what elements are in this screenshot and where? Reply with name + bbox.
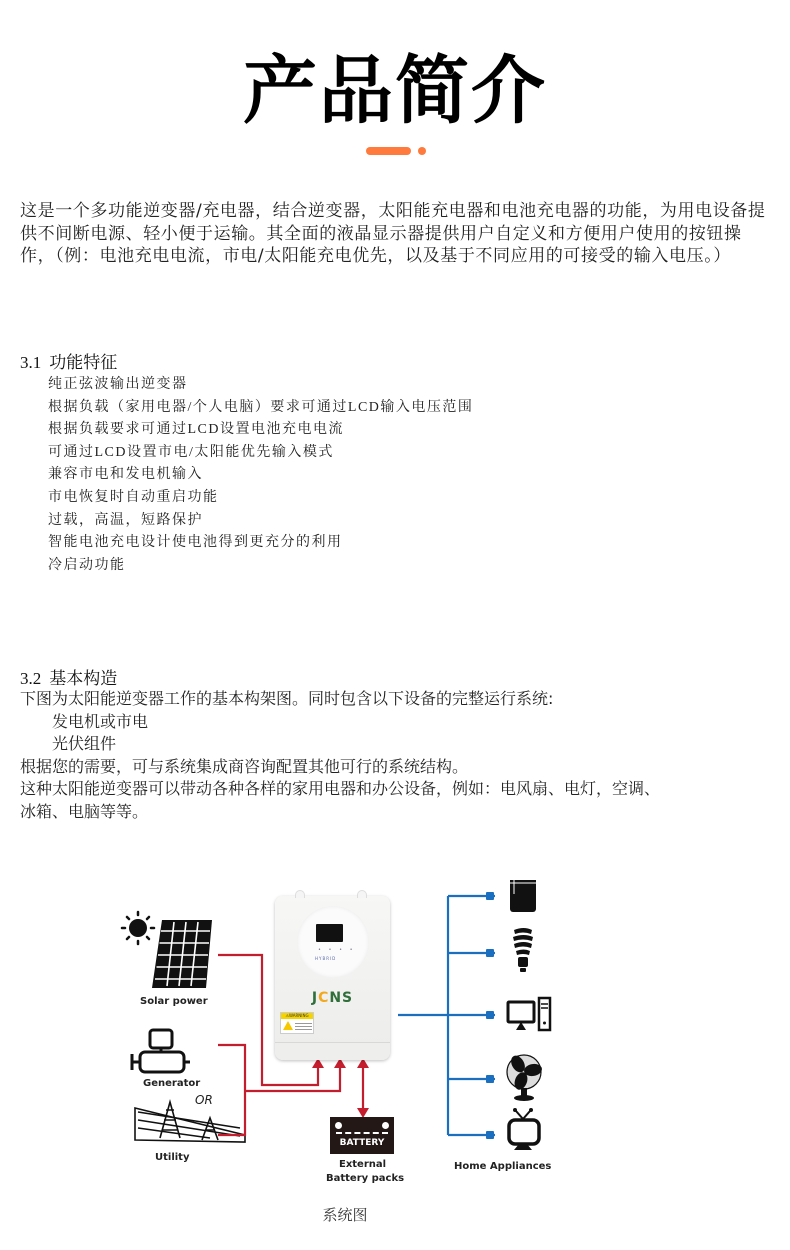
home-appliances-label: Home Appliances bbox=[454, 1161, 552, 1172]
structure-title: 基本构造 bbox=[49, 669, 118, 688]
television-icon bbox=[509, 1108, 539, 1150]
structure-line: 冰箱、电脑等等。 bbox=[20, 801, 149, 821]
features-title: 功能特征 bbox=[49, 353, 118, 372]
logo-j: J bbox=[311, 990, 319, 1006]
battery-label-line1: External bbox=[339, 1159, 387, 1170]
warning-text-line bbox=[295, 1026, 312, 1027]
structure-line: 根据您的需要，可与系统集成商咨询配置其他可行的系统结构。 bbox=[20, 756, 469, 776]
plug-icons bbox=[486, 892, 494, 1139]
feature-list bbox=[48, 374, 473, 577]
diagram-caption: 系统图 bbox=[322, 1206, 368, 1224]
battery-terminal bbox=[335, 1122, 342, 1129]
fan-icon bbox=[507, 1053, 543, 1101]
generator-icon bbox=[132, 1030, 190, 1072]
feature-item: 根据负载要求可通过LCD设置电池充电电流 bbox=[48, 422, 344, 438]
feature-item: 纯正弦波输出逆变器 bbox=[48, 377, 188, 392]
inverter-base bbox=[275, 1042, 390, 1060]
generator-label: Generator bbox=[143, 1078, 201, 1089]
output-wires bbox=[398, 896, 495, 1135]
battery-icon bbox=[330, 1117, 394, 1154]
lcd-screen bbox=[316, 924, 343, 942]
battery-box-label: BATTERY bbox=[339, 1138, 385, 1148]
structure-body bbox=[20, 688, 780, 823]
solar-power-label: Solar power bbox=[140, 996, 208, 1007]
light-bulb-icon bbox=[513, 928, 533, 972]
brand-logo bbox=[275, 990, 390, 1006]
model-label: HYBRID bbox=[315, 956, 337, 961]
refrigerator-icon bbox=[510, 880, 536, 912]
computer-icon bbox=[508, 998, 550, 1030]
feature-item: 冷启动功能 bbox=[48, 557, 126, 573]
battery-dashes bbox=[336, 1132, 388, 1134]
structure-heading bbox=[20, 664, 117, 689]
panel-buttons: • • • • bbox=[318, 947, 356, 953]
feature-item: 市电恢复时自动重启功能 bbox=[48, 489, 219, 505]
feature-item: 可通过LCD设置市电/太阳能优先输入模式 bbox=[48, 444, 334, 460]
warning-text-line bbox=[295, 1029, 312, 1030]
intro-paragraph: 这是一个多功能逆变器/充电器，结合逆变器，太阳能充电器和电池充电器的功能，为用电设备提供不间断电源、轻小便于运输。其全面的液晶显示器提供用户自定义和方便用户使用的按钮操作，（例：电池充电电流，市电/太阳能充电优先，以及基于不同应用的可接受的输入电压。） bbox=[20, 201, 766, 266]
battery-terminal bbox=[382, 1122, 389, 1129]
utility-label: Utility bbox=[155, 1152, 190, 1163]
mount-ear bbox=[357, 890, 367, 898]
system-diagram bbox=[110, 880, 570, 1190]
warning-sticker bbox=[280, 1012, 314, 1034]
structure-item: 发电机或市电 bbox=[52, 711, 149, 731]
accent-bar bbox=[366, 147, 411, 155]
structure-item: 光伏组件 bbox=[52, 734, 117, 753]
feature-item: 过载，高温，短路保护 bbox=[48, 512, 203, 528]
battery-label-line2: Battery packs bbox=[326, 1173, 405, 1184]
solar-panel-icon bbox=[152, 920, 212, 988]
mount-ear bbox=[295, 890, 305, 898]
accent-dot bbox=[418, 147, 426, 155]
structure-line: 下图为太阳能逆变器工作的基本构架图。同时包含以下设备的完整运行系统: bbox=[20, 689, 554, 708]
structure-number: 3.2 bbox=[20, 669, 42, 688]
control-panel bbox=[297, 906, 369, 978]
or-label: OR bbox=[195, 1093, 213, 1107]
logo-ns: NS bbox=[329, 990, 354, 1006]
warning-triangle-icon bbox=[283, 1021, 293, 1030]
features-heading bbox=[20, 348, 117, 373]
logo-c: C bbox=[318, 990, 330, 1006]
structure-line: 这种太阳能逆变器可以带动各种各样的家用电器和办公设备，例如：电风扇、电灯，空调、 bbox=[20, 779, 661, 798]
feature-item: 根据负载（家用电器/个人电脑）要求可通过LCD输入电压范围 bbox=[48, 399, 474, 415]
sun-icon bbox=[122, 912, 154, 944]
warning-header: ⚠WARNING bbox=[281, 1013, 313, 1019]
features-number: 3.1 bbox=[20, 353, 42, 372]
inverter-device bbox=[275, 896, 390, 1060]
page-title: 产品简介 bbox=[243, 48, 547, 134]
warning-text-line bbox=[295, 1023, 312, 1024]
feature-item: 兼容市电和发电机输入 bbox=[48, 467, 203, 483]
feature-item: 智能电池充电设计使电池得到更充分的利用 bbox=[48, 535, 343, 551]
